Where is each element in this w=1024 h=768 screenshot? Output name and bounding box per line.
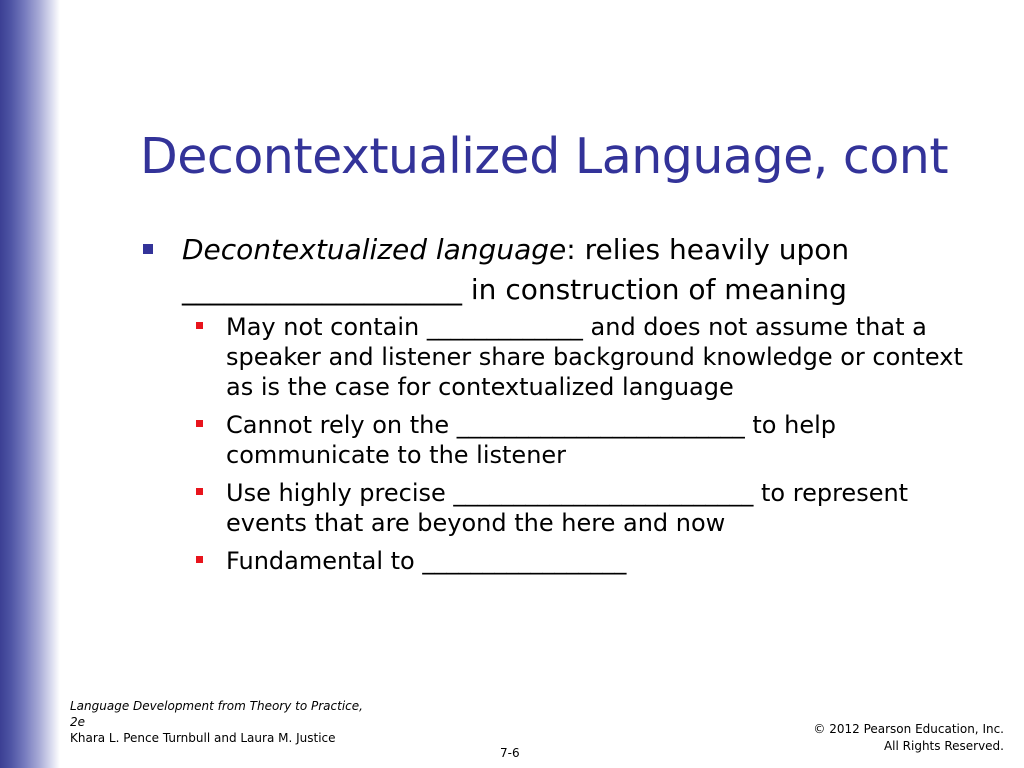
footer-authors: Khara L. Pence Turnbull and Laura M. Justice [70,731,336,745]
rights-line: All Rights Reserved. [883,739,1004,753]
copyright-line: © 2012 Pearson Education, Inc. [813,722,1004,736]
sub-bullet [226,478,996,538]
sub-bullet-text: May not contain _____________ and does not assume that a speaker and listener share background knowledge or context as is the case for contextualized language [226,313,963,401]
sub-bullet [226,410,996,470]
slide-body [140,230,1000,584]
footer-citation [70,698,370,746]
square-bullet-icon [196,556,203,563]
main-bullet-term: Decontextualized language [182,233,567,266]
sub-bullet-text: Fundamental to _________________ [226,547,627,575]
page-number: 7-6 [500,746,520,760]
slide-title: Decontextualized Language, cont [140,128,949,185]
left-gradient-band [0,0,60,768]
square-bullet-icon [196,488,203,495]
sub-bullet-text: Use highly precise _________________________ to represent events that are beyond the here and now [226,479,909,537]
square-bullet-icon [196,322,203,329]
square-bullet-icon [143,244,153,254]
square-bullet-icon [196,420,203,427]
sub-bullet [226,312,996,402]
sub-bullet-text: Cannot rely on the ________________________ to help communicate to the listener [226,411,836,469]
main-bullet [140,230,1000,310]
footer-book-title: Language Development from Theory to Practice, 2e [70,699,363,729]
footer-copyright [813,721,1004,755]
main-bullet-text: : relies heavily upon ____________________ in construction of meaning [182,233,850,306]
sub-bullet [226,546,996,576]
